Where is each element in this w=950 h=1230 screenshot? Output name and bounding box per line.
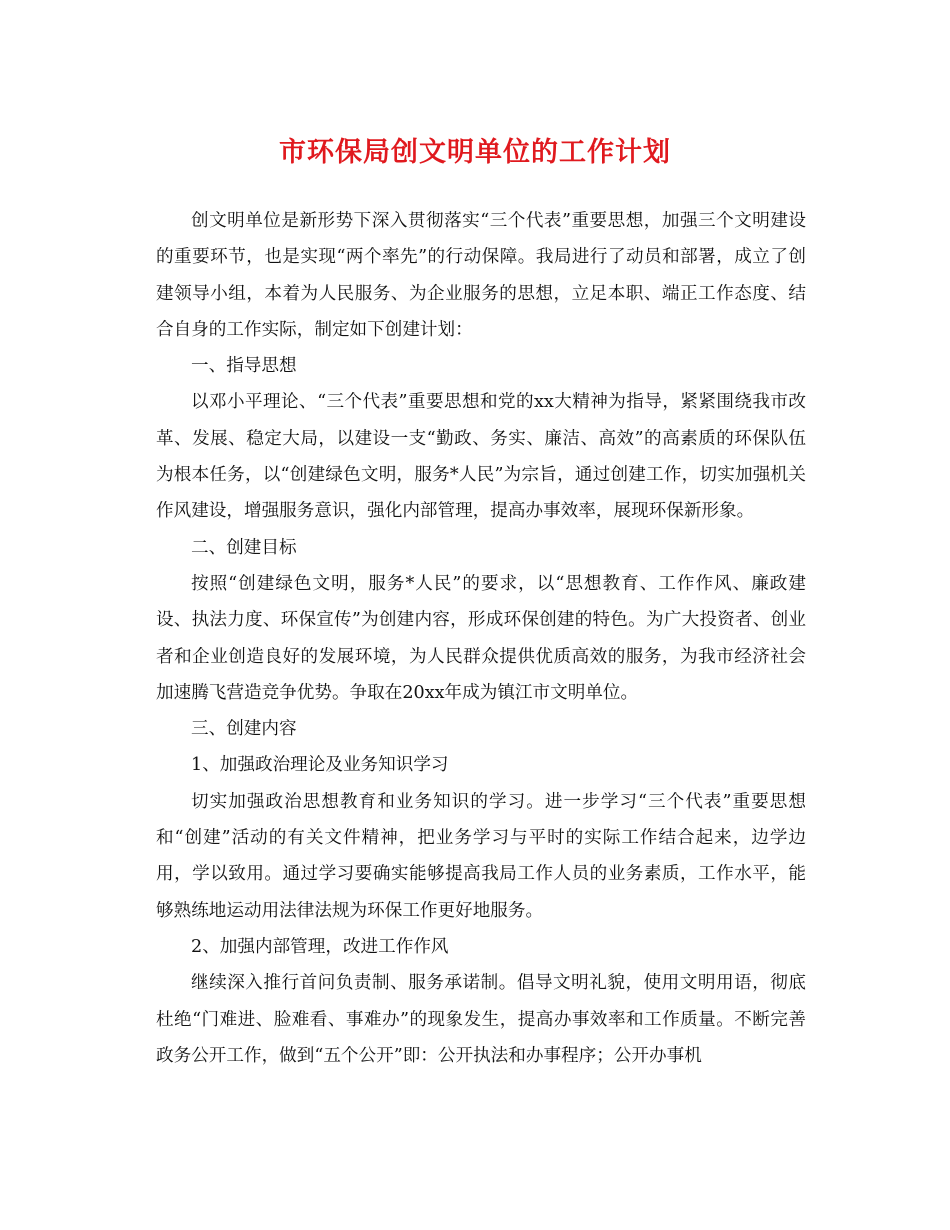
paragraph-management: 继续深入推行首问负责制、服务承诺制。倡导文明礼貌，使用文明用语，彻底杜绝“门难进、脸难看、事难办”的现象发生，提高办事效率和工作质量。不断完善政务公开工作，做到“五个公开”即：公开执法和办事程序；公开办事机	[156, 973, 806, 1066]
subheading-management: 2、加强内部管理，改进工作作风	[191, 936, 449, 957]
document-body	[156, 203, 806, 1074]
section-heading-guiding-ideology: 一、指导思想	[191, 356, 297, 377]
section-heading-goals: 二、创建目标	[191, 537, 297, 558]
subheading-study: 1、加强政治理论及业务知识学习	[191, 755, 449, 776]
paragraph-goals: 按照“创建绿色文明，服务*人民”的要求，以“思想教育、工作作风、廉政建设、执法力度、环保宣传”为创建内容，形成环保创建的特色。为广大投资者、创业者和企业创造良好的发展环境，为人民群众提供优质高效的服务，为我市经济社会加速腾飞营造竞争优势。争取在20xx年成为镇江市文明单位。	[156, 573, 806, 703]
section-heading-content: 三、创建内容	[191, 719, 297, 740]
paragraph-guiding-ideology: 以邓小平理论、“三个代表”重要思想和党的xx大精神为指导，紧紧围绕我市改革、发展、稳定大局，以建设一支“勤政、务实、廉洁、高效”的高素质的环保队伍为根本任务，以“创建绿色文明，服务*人民”为宗旨，通过创建工作，切实加强机关作风建设，增强服务意识，强化内部管理，提高办事效率，展现环保新形象。	[156, 392, 806, 522]
document-title: 市环保局创文明单位的工作计划	[279, 137, 671, 168]
paragraph-study: 切实加强政治思想教育和业务知识的学习。进一步学习“三个代表”重要思想和“创建”活动的有关文件精神，把业务学习与平时的实际工作结合起来，边学边用，学以致用。通过学习要确实能够提高我局工作人员的业务素质，工作水平，能够熟练地运动用法律法规为环保工作更好地服务。	[156, 791, 806, 921]
paragraph-intro: 创文明单位是新形势下深入贯彻落实“三个代表”重要思想，加强三个文明建设的重要环节，也是实现“两个率先”的行动保障。我局进行了动员和部署，成立了创建领导小组，本着为人民服务、为企业服务的思想，立足本职、端正工作态度、结合自身的工作实际，制定如下创建计划：	[156, 211, 806, 340]
